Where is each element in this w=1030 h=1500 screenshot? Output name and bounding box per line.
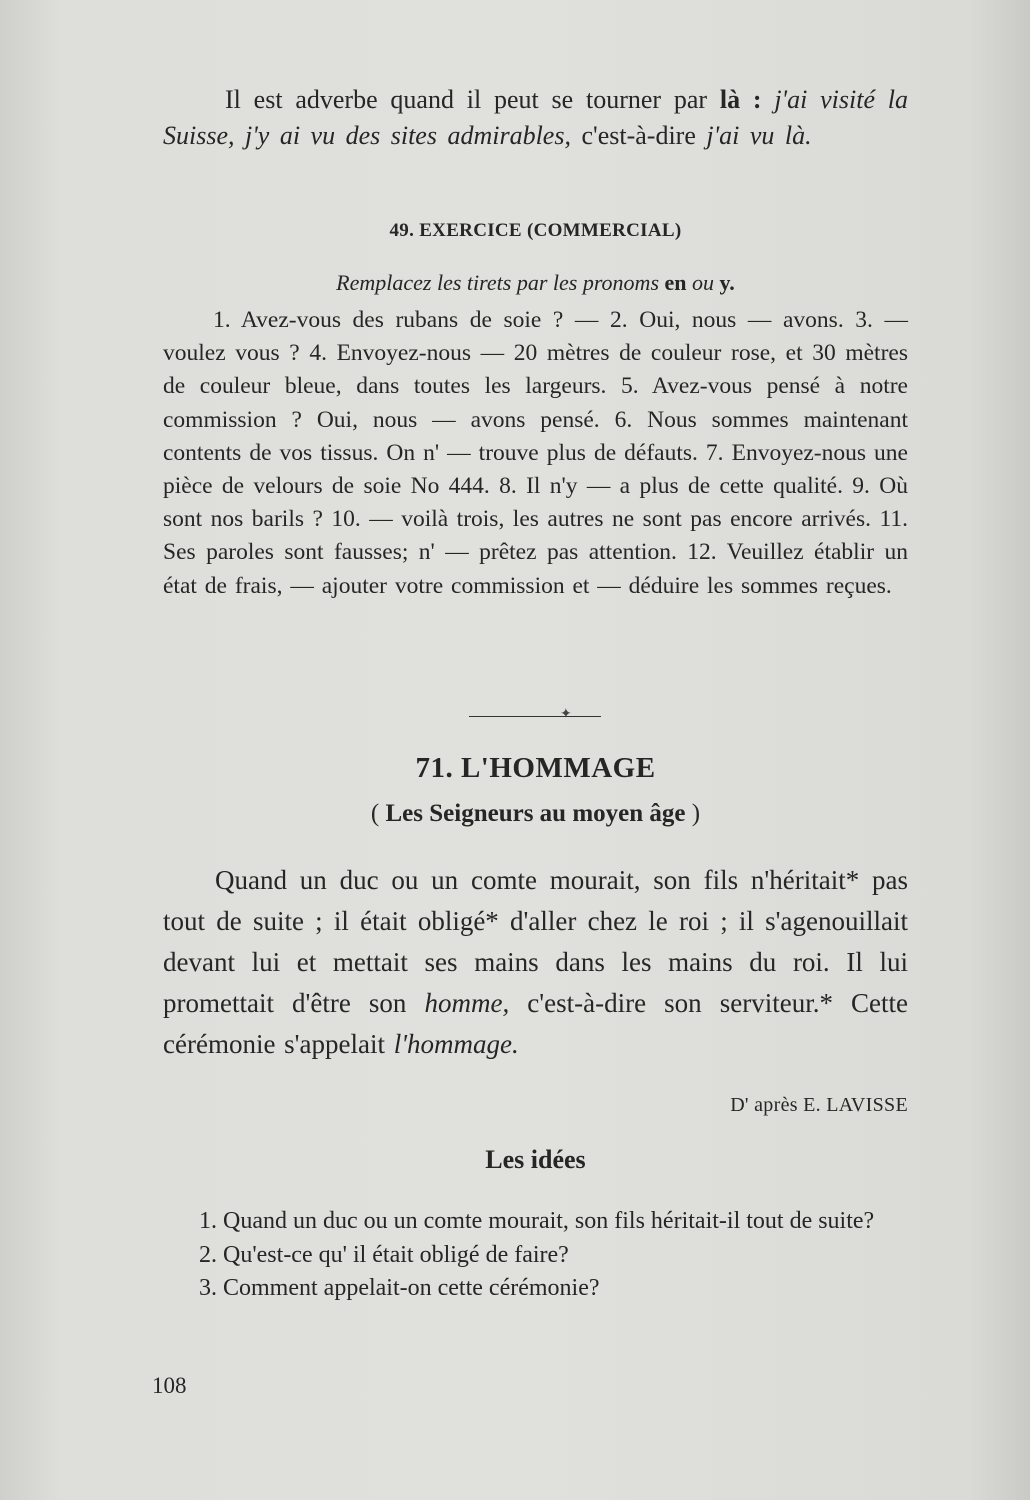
intro-paragraph [163,82,908,154]
intro-example: j'ai visité la Suisse, j'y ai vu des sites admirables, [163,85,908,150]
story-homme: homme, [424,988,510,1018]
exercise-instructions [163,268,908,298]
instr-y: y. [719,270,735,295]
section-title: 71. L'HOMMAGE [415,752,656,784]
exercise-body: 1. Avez-vous des rubans de soie ? — 2. Oui, nous — avons. 3. — voulez vous ? 4. Envoyez-nous — 20 mètres de couleur rose, et 30 mètres de couleur bleue, dans toutes les largeurs. 5. Avez-vous pensé à notre commission ? Oui, nous — avons pensé. 6. Nous sommes maintenant contents de vos tissus. On n' — trouve plus de défauts. 7. Envoyez-nous une pièce de velours de soie No 444. 8. Il n'y — a plus de cette qualité. 9. Où sont nos barils ? 10. — voilà trois, les autres ne sont pas encore arrivés. 11. Ses paroles sont fausses; n' — prêtez pas attention. 12. Veuillez établir un état de frais, — ajouter votre commission et — déduire les sommes reçues. [163,307,908,599]
subtitle-text: Les Seigneurs au moyen âge [385,800,686,827]
instr-ou: ou [692,270,715,295]
question-item: 3. Comment appelait-on cette cérémonie? [199,1275,600,1301]
story-hommage: l'hommage. [393,1029,519,1059]
divider-ornament-icon: ✦ [560,707,572,722]
question-item: 1. Quand un duc ou un comte mourait, son fils héritait-il tout de suite? [199,1208,875,1234]
page-number: 108 [152,1373,187,1398]
ideas-title: Les idées [485,1145,586,1174]
story-text-1: Quand un duc ou un comte mourait, son fils n'héritait* pas tout de suite ; il était obligé* d'aller chez le roi ; il s'agenouillait devant lui et mettait ses mains dans les mains du roi. Il lui promettait d'être son [163,865,908,1018]
intro-text-2: c'est-à-dire [570,121,707,150]
intro-text-1: Il est adverbe quand il peut se tourner par [225,85,720,114]
story-text-2: c'est-à-dire son serviteur.* Cette cérémonie s'appelait [163,988,908,1059]
subtitle-paren-open: ( [370,800,386,827]
exercise-title: 49. EXERCICE (COMMERCIAL) [389,220,682,241]
subtitle-paren-close: ) [685,800,701,827]
story-paragraph [163,860,908,1065]
attribution: D' après E. LAVISSE [730,1094,908,1116]
section-subtitle [163,800,908,828]
section-divider [469,716,601,717]
instr-text: Remplacez les tirets par les pronoms [336,270,660,295]
instr-en: en [664,270,687,295]
intro-example-2: j'ai vu là. [706,121,812,150]
intro-la-bold: là : [719,85,762,114]
questions-list [163,1205,908,1306]
question-item: 2. Qu'est-ce qu' il était obligé de faire? [199,1241,569,1268]
